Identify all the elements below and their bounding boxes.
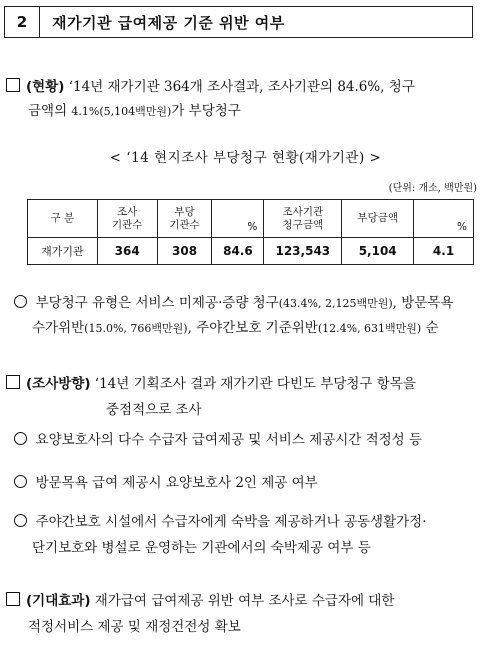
types-text-1b: (43.4%, 2,125백만원) [278, 297, 393, 310]
types-text-2b: (15.0%, 766백만원) [84, 322, 188, 335]
header-improper-amount: 부당금액 [342, 200, 414, 238]
section-title: 재가기관 급여제공 기준 위반 여부 [52, 13, 285, 32]
direction-line-1 [6, 371, 486, 397]
direction-text-1: ‘14년 기획조사 결과 재가기관 다빈도 부당청구 항목을 [90, 376, 416, 392]
types-text-1c: , 방문목욕 [392, 295, 454, 311]
direction-label: (조사방향) [26, 376, 91, 392]
types-text-1a: 부당청구 유형은 서비스 미제공·증량 청구 [35, 295, 279, 311]
types-text-2d: (12.4%, 631백만원) [317, 322, 422, 335]
effect-text-1: 재가급여 급여제공 위반 여부 조사로 수급자에 대한 [90, 593, 395, 609]
types-line-2 [14, 316, 484, 341]
bullet-circle-icon [14, 295, 27, 308]
cell-improper-amount: 5,104 [342, 238, 414, 265]
section-number: 2 [5, 7, 40, 37]
header-surveyed: 조사 기관수 [97, 200, 157, 238]
item-3: 주야간보호 시설에서 수급자에게 숙박을 제공하거나 공동생활가정· 단기보호와 병설로 운영하는 기관에서의 숙박제공 여부 등 [14, 509, 484, 561]
item-2: 방문목욕 급여 제공시 요양보호사 2인 제공 여부 [14, 471, 484, 495]
header-percent-1: % [212, 200, 264, 238]
types-line-1 [14, 291, 484, 316]
types-block [14, 291, 484, 341]
cell-percent-2: 4.1 [414, 238, 474, 265]
data-table [27, 199, 474, 265]
cell-improper: 308 [157, 238, 212, 265]
direction-text-2: 중점적으로 조사 [106, 402, 202, 418]
bullet-circle-icon [14, 514, 27, 527]
effect-text-2: 적정서비스 제공 및 재정건전성 확보 [28, 619, 241, 635]
cell-surveyed: 364 [97, 238, 157, 265]
status-text-2b: 4.1%(5,104백만원) [71, 105, 172, 118]
status-line-2 [6, 99, 486, 124]
cell-category: 재가기관 [28, 238, 98, 265]
unit-label: (단위: 개소, 백만원) [388, 183, 477, 194]
status-text-2c: 가 부당청구 [171, 103, 241, 119]
checkbox-square-icon [6, 592, 20, 606]
status-text-1: ‘14년 재가기관 364개 조사결과, 조사기관의 84.6%, 청구 [68, 79, 415, 95]
status-line-1 [6, 75, 486, 99]
header-improper: 부당 기관수 [157, 200, 212, 238]
item-1: 요양보호사의 다수 수급자 급여제공 및 서비스 제공시간 적정성 등 [14, 428, 484, 452]
header-claim-amount: 조사기관 청구금액 [264, 200, 342, 238]
table-header-row [28, 200, 474, 238]
header-category: 구 분 [28, 200, 98, 238]
header-percent-2: % [414, 200, 474, 238]
cell-claim-amount: 123,543 [264, 238, 342, 265]
checkbox-square-icon [6, 78, 20, 92]
table-row [28, 238, 474, 265]
status-text-2a: 금액의 [28, 103, 72, 119]
bullet-circle-icon [14, 475, 27, 488]
section-header [4, 6, 473, 38]
checkbox-square-icon [6, 375, 20, 389]
effect-block [6, 588, 486, 640]
status-block [6, 75, 486, 124]
types-text-2a: 수가위반 [32, 320, 85, 336]
bullet-circle-icon [14, 432, 27, 445]
table-title: < ‘14 현지조사 부당청구 현황(재가기관) > [109, 150, 382, 166]
types-text-2e: 순 [421, 320, 439, 336]
effect-label: (기대효과) [26, 593, 91, 609]
status-label: (현황) [26, 79, 65, 95]
types-text-2c: , 주야간보호 기준위반 [187, 320, 318, 336]
cell-percent-1: 84.6 [212, 238, 264, 265]
direction-block [6, 371, 486, 423]
